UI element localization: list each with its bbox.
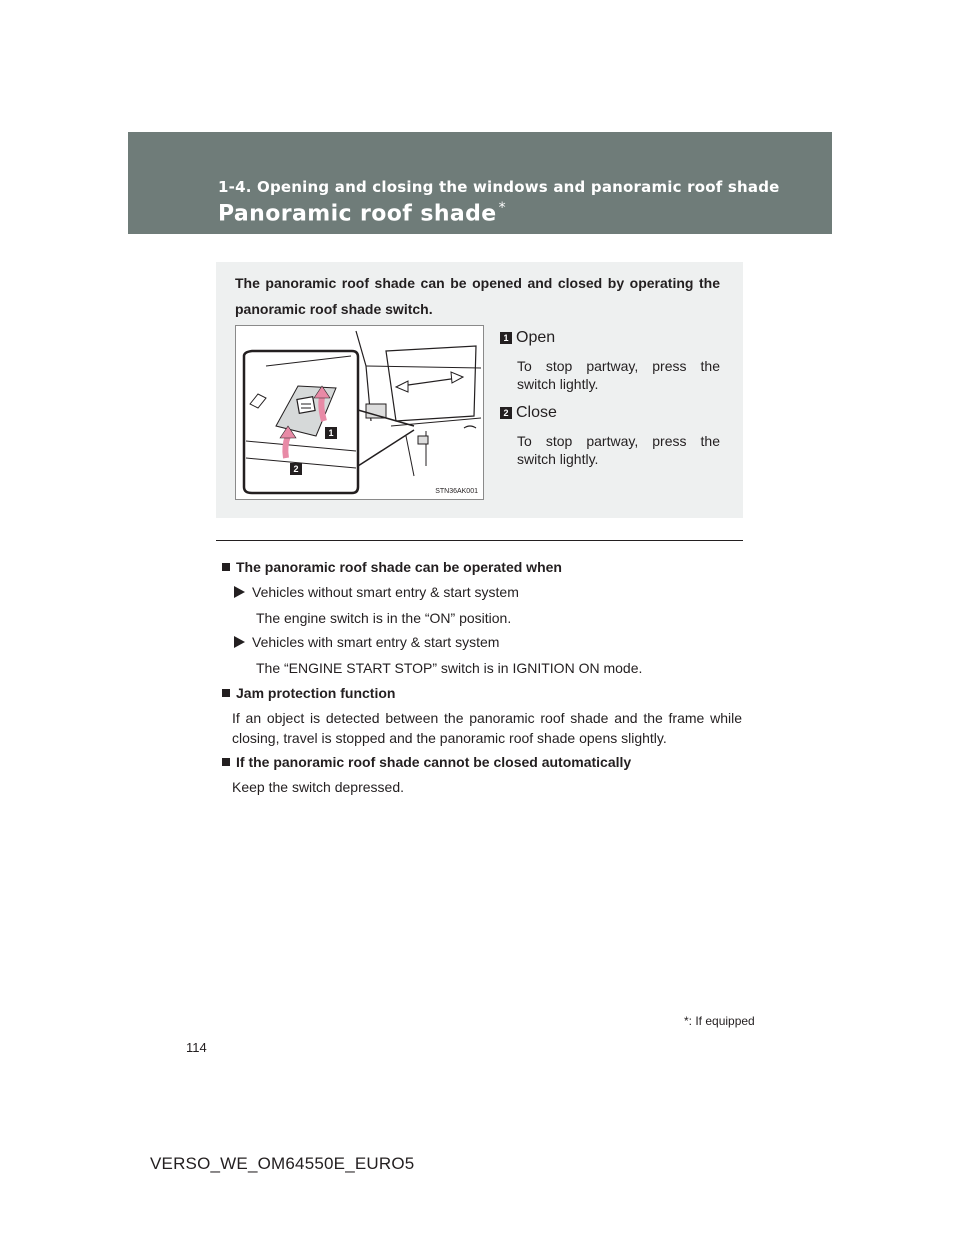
footnote xyxy=(684,1014,755,1028)
roof-shade-switch-illustration xyxy=(235,325,484,500)
case-label: Vehicles with smart entry & start system xyxy=(252,634,500,650)
equipped-asterisk-icon: * xyxy=(684,1014,689,1028)
case-without-smart-entry xyxy=(234,584,519,600)
triangle-bullet-icon xyxy=(234,586,245,598)
case-label: Vehicles without smart entry & start system xyxy=(252,584,519,600)
note-heading-text: The panoramic roof shade can be operated when xyxy=(236,559,562,575)
note-heading-cannot-close xyxy=(222,754,631,770)
figure-code: STN36AK001 xyxy=(435,488,478,495)
case-text: The “ENGINE START STOP” switch is in IGNITION ON mode. xyxy=(256,660,643,676)
step-number: 2 xyxy=(500,407,512,419)
jam-text: If an object is detected between the panoramic roof shade and the frame while closing, travel is stopped and the panoramic roof shade opens slightly. xyxy=(232,710,742,746)
square-bullet-icon xyxy=(222,563,230,571)
square-bullet-icon xyxy=(222,689,230,697)
page-title-text: Panoramic roof shade xyxy=(218,201,497,227)
step-open xyxy=(500,329,720,393)
triangle-bullet-icon xyxy=(234,636,245,648)
note-heading-text: Jam protection function xyxy=(236,685,396,701)
step-label: Close xyxy=(516,404,557,421)
cannot-close-text: Keep the switch depressed. xyxy=(232,779,404,795)
callout-2: 2 xyxy=(290,463,302,475)
step-label: Open xyxy=(516,329,556,346)
intro-text: The panoramic roof shade can be opened and closed by operating the panoramic roof shade switch. xyxy=(235,275,720,317)
step-description: To stop partway, press the switch lightly. xyxy=(517,433,720,467)
page-title xyxy=(218,200,506,226)
illustration-drawing xyxy=(236,326,483,499)
step-number: 1 xyxy=(500,332,512,344)
section-title: 1-4. Opening and closing the windows and panoramic roof shade xyxy=(218,178,780,196)
note-heading-jam xyxy=(222,685,395,701)
case-text: The engine switch is in the “ON” position. xyxy=(256,610,512,626)
note-heading-text: If the panoramic roof shade cannot be closed automatically xyxy=(236,754,632,770)
note-heading-operated-when xyxy=(222,559,562,575)
step-description: To stop partway, press the switch lightly. xyxy=(517,358,720,392)
page-number: 114 xyxy=(186,1040,207,1055)
equipped-marker: * xyxy=(498,200,507,216)
document-code: VERSO_WE_OM64550E_EURO5 xyxy=(150,1154,415,1173)
divider xyxy=(216,540,743,541)
callout-1: 1 xyxy=(325,427,337,439)
footnote-text: : If equipped xyxy=(688,1014,755,1028)
step-close xyxy=(500,404,720,468)
square-bullet-icon xyxy=(222,758,230,766)
case-with-smart-entry xyxy=(234,634,499,650)
